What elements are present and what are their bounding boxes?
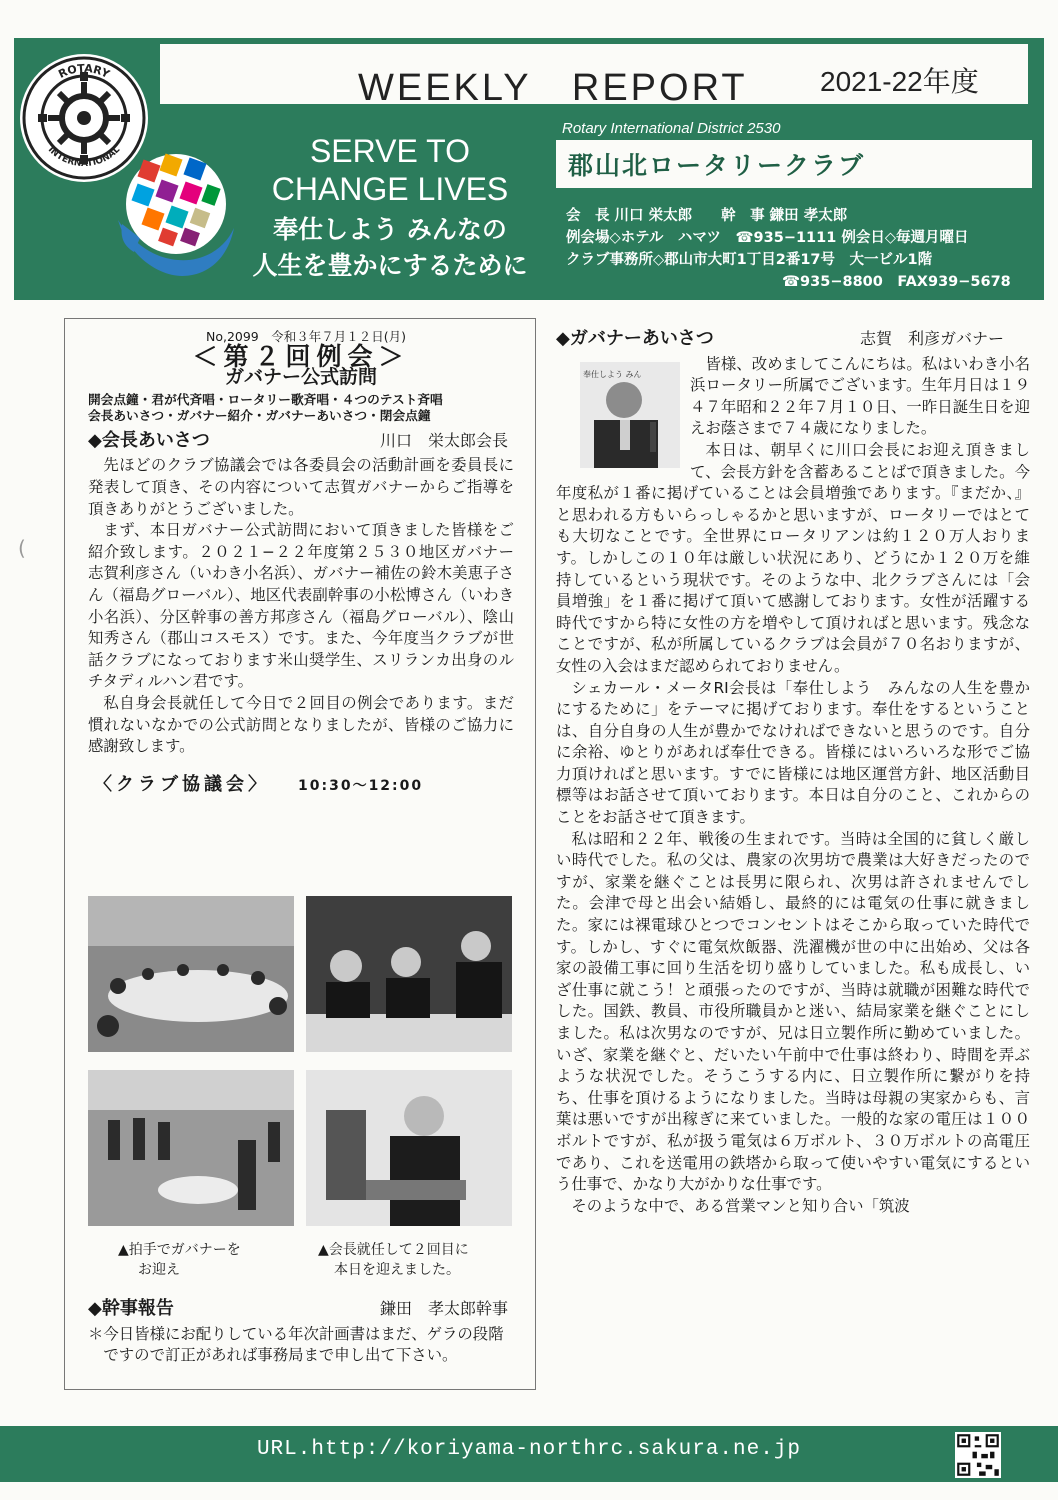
section-title: ◆幹事報告 [88, 1298, 174, 1319]
governor-paragraph-4: 私は昭和２２年、戦後の生まれです。当時は全国的に貧しく厳しい時代でした。私の父は、農家の次男坊で農業は大好きだったのですが、家業を継ぐことは長男に限られ、次男は許されませんでした。会津で母と出会い結婚し、最終的には電気の仕事に就きました。家には裸電球ひとつでコンセントはそこから取っていた時代です。しかし、すぐに電気炊飯器、洗濯機が世の中に出始め、父は各家の設備工事に回り生活を切り盛りしていました。私も成長し、いざ仕事に就こう！と頑張ったのですが、当時は就職が困難な時代でした。国鉄、教員、市役所職員かと迷い、結局家業を継ぐことにしました。私は次男なのですが、兄は日立製作所に勤めていました。いざ、家業を継ぐと、だいたい午前中で仕事は終わり、時間を弄ぶような状況でした。そうこうする内に、日立製作所に繋がりを持ち、仕事を頂けるようになりました。当時は母親の実家からも、言葉は悪いですが出稼ぎに来ていました。一般的な家の電圧は１００ボルトですが、私が扱う電気は６万ボルト、３０万ボルトの高電圧であり、これを送電用の鉄塔から取って使いやすい電気にするという仕事で、かなり大がかりな仕事です。 [556, 829, 1030, 1194]
slogan-jp-line1: 奉仕しよう みんなの [273, 215, 507, 244]
theme-globe-logo [110, 142, 240, 282]
speaker-name: 鎌田 孝太郎幹事 [379, 1299, 508, 1318]
club-assembly-time: 10:30〜12:00 [298, 777, 424, 794]
club-assembly-title: 〈クラブ協議会〉 [94, 773, 270, 795]
slogan-jp-line2: 人生を豊かにするために [252, 251, 528, 280]
caption-president [318, 1240, 518, 1280]
secretary-report-heading [88, 1298, 514, 1320]
program-line-2: 会長あいさつ・ガバナー紹介・ガバナーあいさつ・閉会点鐘 [88, 407, 431, 423]
logo-text-top: ROTARY [56, 61, 112, 81]
governor-photo-sign: 奉仕しよう みん [583, 369, 642, 379]
secretary-report [88, 1298, 514, 1367]
district-label: Rotary International District 2530 [562, 120, 781, 137]
caption-applause [118, 1240, 308, 1280]
left-column [88, 326, 514, 809]
governor-paragraph-2: 本日は、朝早くに川口会長にお迎え頂きまして、会長方針を含蓄あることばで頂きました。今年度私が１番に掲げていることは会員増強であります。『まだか、』と思われる方もいらっしゃるかと思いますが、ロータリーではとても大切なことです。全世界にロータリアンは約１２０万人おります。しかしこの１０年は厳しい状況にあり、どうにか１２０万を維持しているという現状です。そのような中、北クラブさんには「会員増強」を１番に掲げて頂いて感謝しております。女性が活躍する時代ですから特に女性の方を増やして頂ければと思います。残念なことですが、私が所属しているクラブは会員が７０名おりますが、女性の入会はまだ認められておりません。 [556, 440, 1030, 675]
club-assembly-heading [94, 774, 514, 798]
speaker-name: 志賀 利彦ガバナー [859, 329, 1004, 348]
slogan-en-line2: CHANGE LIVES [271, 171, 509, 207]
slogan-japanese [240, 212, 540, 284]
issue-line: No,2099 令和３年７月１２日(月) [205, 329, 407, 344]
section-title: ◆会長あいさつ [88, 429, 210, 451]
photo-welcome-applause [88, 1070, 294, 1226]
newsletter-title: WEEKLY REPORT [358, 67, 748, 109]
meeting-subtitle: ガバナー公式訪問 [224, 366, 377, 389]
logo-text-bottom: INTERNATIONAL [45, 144, 123, 170]
president-paragraph-3: 私自身会長就任して今日で２回目の例会であります。まだ慣れないなかでの公式訪問となりましたが、皆様のご協力に感謝致します。 [88, 693, 514, 756]
club-name: 郡山北ロータリークラブ [568, 151, 866, 180]
margin-mark: ( [18, 536, 26, 560]
photo-grid [88, 896, 512, 1226]
office-address-line: クラブ事務所◇郡山市大町1丁目2番17号 大一ビル1階 [566, 252, 933, 268]
caption-line: 本日を迎えました。 [334, 1262, 460, 1278]
governor-paragraph-5: そのような中で、ある営業マンと知り合い「筑波 [571, 1196, 910, 1215]
secretary-note: ＊今日皆様にお配りしている年次計画書はまだ、ゲラの段階ですので訂正があれば事務局まで申し出て下さい。 [88, 1324, 504, 1365]
program-line-1: 開会点鐘・君が代斉唱・ロータリー歌斉唱・４つのテスト斉唱 [88, 391, 443, 407]
photo-president-speech [306, 1070, 512, 1226]
governor-paragraph-3: シェカール・メータRI会長は「奉仕しよう みんなの人生を豊かにするために」をテーマに掲げております。奉仕をするということは、自分自身の人生が豊かでなければできないと思うのです。自分に余裕、ゆとりがあれば奉仕できる。皆様にはいろいろな形でご協力頂ければと思います。すでに皆様には地区運営方針、地区活動目標等はお話させて頂いております。本日は自分のこと、これからのことをお話させて頂きます。 [556, 678, 1030, 827]
qr-code-icon[interactable] [955, 1432, 1001, 1478]
governor-photo [580, 362, 680, 468]
president-paragraph-2: まず、本日ガバナー公式訪問において頂きました皆様をご紹介致します。２０２１−２２年度第２５３０地区ガバナー志賀利彦さん（いわき小名浜）、ガバナー補佐の鈴木美恵子さん（福島グローバル）、地区代表副幹事の小松博さん（いわき小名浜）、分区幹事の善方邦彦さん（福島グローバル）、陰山知秀さん（郡山コスモス）です。また、今年度当クラブが世話クラブになっております米山奨学生、スリランカ出身のルチタディルハン君です。 [88, 521, 514, 691]
president-paragraph-1: 先ほどのクラブ協議会では各委員会の活動計画を委員長に発表して頂き、その内容について志賀ガバナーからご指導を頂きありがとうございました。 [88, 456, 514, 518]
photo-head-table [306, 896, 512, 1052]
meeting-info-line: 例会場◇ホテル ハマツ ☎935−1111 例会日◇毎週月曜日 [566, 230, 969, 246]
slogan-english [240, 132, 540, 208]
president-greeting-heading [88, 430, 514, 452]
phone-fax-line: ☎935−8800 FAX939−5678 [782, 274, 1011, 290]
meeting-title: ＜第２回例会＞ [192, 341, 410, 371]
officers-line: 会 長 川口 栄太郎 幹 事 鎌田 孝太郎 [566, 208, 848, 224]
governor-greeting-heading [556, 328, 1030, 350]
governor-paragraph-1: 皆様、改めましてこんにちは。私はいわき小名浜ロータリー所属でございます。生年月日は１９４７年昭和２２年７月１０日、一昨日誕生日を迎えお蔭さまで７４歳になりました。 [690, 354, 1030, 438]
speaker-name: 川口 栄太郎会長 [379, 430, 508, 450]
fiscal-year: 2021-22年度 [820, 66, 979, 97]
caption-line: お迎え [138, 1262, 180, 1278]
photo-meeting-room [88, 896, 294, 1052]
slogan-en-line1: SERVE TO [309, 133, 471, 169]
club-url[interactable]: URL.http://koriyama-northrc.sakura.ne.jp [256, 1438, 802, 1461]
caption-line: ▲会長就任して２回目に [318, 1242, 469, 1258]
section-title: ◆ガバナーあいさつ [556, 328, 714, 349]
caption-line: ▲拍手でガバナーを [118, 1242, 241, 1258]
right-column [556, 328, 1030, 1217]
